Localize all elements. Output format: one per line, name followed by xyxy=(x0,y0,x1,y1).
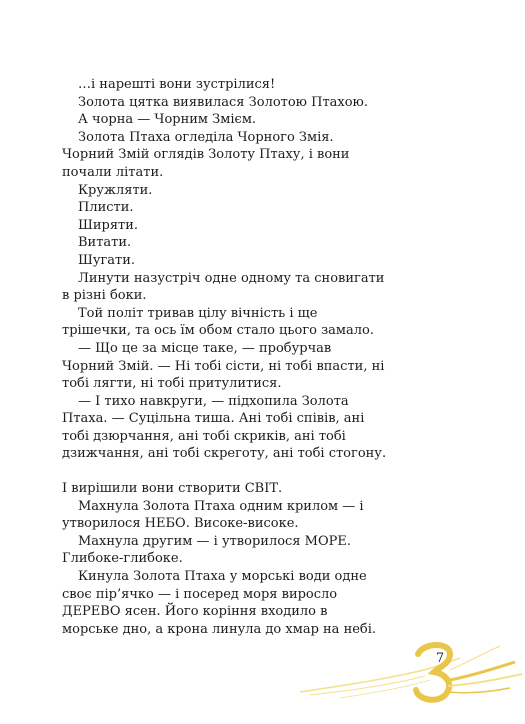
paragraph: Витати. xyxy=(78,235,132,251)
paragraph: …і нарешті вони зустрілися! xyxy=(78,77,276,92)
paragraph: — І тихо навкруги, — підхопила Золота Птаха. — Суцільна тиша. Ані тобі співів, ані тобі дзюрчання, ані тобі скриків, ані тобі дзижчання, ані тобі скреготу, ані тобі стогону. xyxy=(62,393,387,462)
paragraph: Махнула другим — і утворилося МОРЕ. Глибоке-глибоке. xyxy=(62,533,351,567)
paragraph: Ширяти. xyxy=(78,217,139,233)
paragraph: Золота Птаха огледіла Чорного Змія. Чорний Змій оглядів Золоту Птаху, і вони почали літати. xyxy=(62,129,350,180)
paragraph: Кружляти. xyxy=(78,182,153,198)
paragraph: Шугати. xyxy=(78,252,136,268)
paragraph: Махнула Золота Птаха одним крилом — і утворилося НЕБО. Високе-високе. xyxy=(62,498,364,532)
paragraph: Кинула Золота Птаха у морські води одне своє пір’ячко — і посеред моря виросло ДЕРЕВО ясен. Його коріння входило в морське дно, а крона линула до хмар на небі. xyxy=(62,569,377,637)
section-lead: І вирішили вони створити СВІТ. xyxy=(62,481,283,497)
paragraph: Плисти. xyxy=(78,200,134,216)
paragraph: Линути назустріч одне одному та сновигати в різні боки. xyxy=(62,270,385,304)
section-gap xyxy=(62,463,387,480)
body-text xyxy=(62,76,387,638)
paragraph: — Що це за місце таке, — пробурчав Чорний Змій. — Ні тобі сісти, ні тобі впасти, ні тобі лягти, ні тобі притулитися. xyxy=(62,340,385,392)
paragraph: А чорна — Чорним Змієм. xyxy=(78,112,257,128)
paragraph: Золота цятка виявилася Золотою Птахою. xyxy=(78,94,369,110)
golden-swirl-ornament xyxy=(300,640,525,710)
page-number: 7 xyxy=(435,651,445,666)
paragraph: Той політ тривав цілу вічність і ще трішечки, та ось їм обом стало цього замало. xyxy=(62,305,375,339)
